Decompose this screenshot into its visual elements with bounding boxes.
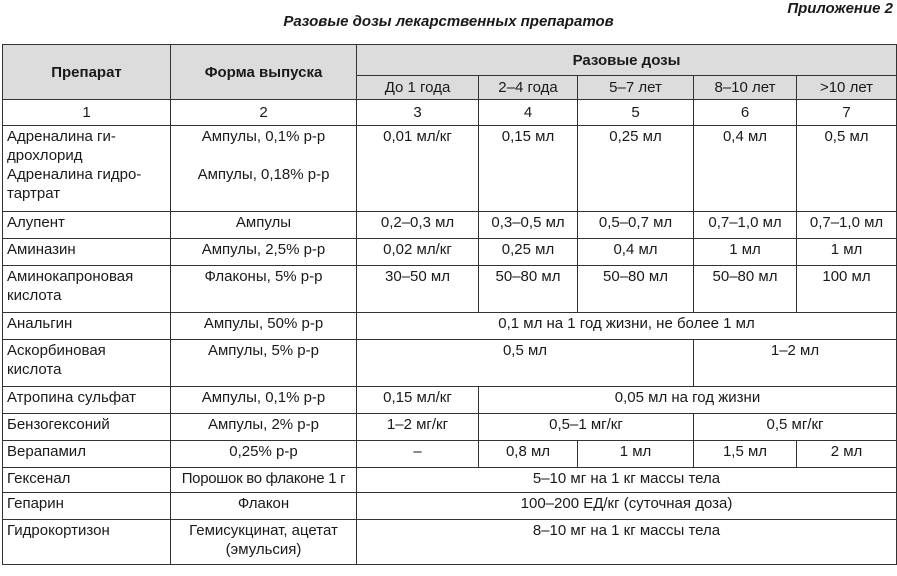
dose-cell: 0,5–1 мг/кг <box>479 414 694 441</box>
dose-cell: 50–80 мл <box>694 266 797 313</box>
table-row <box>3 126 897 212</box>
dose-cell: 1 мл <box>578 441 694 468</box>
dose-cell: 0,02 мл/кг <box>357 239 479 266</box>
drug-name-line: Аскорбиновая <box>7 342 106 359</box>
table-row <box>3 414 897 441</box>
table-row <box>3 212 897 239</box>
dose-cell: 0,05 мл на год жизни <box>479 387 897 414</box>
dose-cell: 0,15 мл <box>479 126 578 212</box>
drug-name-line: дрохлорид <box>7 147 83 164</box>
column-number: 5 <box>578 100 694 126</box>
drug-cell: Бензогексоний <box>3 414 171 441</box>
dose-cell: 0,8 мл <box>479 441 578 468</box>
form-cell: Ампулы, 2,5% р-р <box>171 239 357 266</box>
dose-cell: 1 мл <box>797 239 897 266</box>
table-row <box>3 266 897 313</box>
dose-cell: 50–80 мл <box>578 266 694 313</box>
header-age: >10 лет <box>797 76 897 100</box>
header-age: 5–7 лет <box>578 76 694 100</box>
table-row <box>3 239 897 266</box>
drug-cell: Аминазин <box>3 239 171 266</box>
dose-cell: 0,15 мл/кг <box>357 387 479 414</box>
header-age: 8–10 лет <box>694 76 797 100</box>
drug-cell <box>3 266 171 313</box>
table-row <box>3 313 897 340</box>
form-line: Гемисукцинат, ацетат <box>189 522 338 539</box>
drug-name-line: тартрат <box>7 185 61 202</box>
drug-name-line: Адреналина гидро- <box>7 166 142 183</box>
dose-cell: 0,1 мл на 1 год жизни, не более 1 мл <box>357 313 897 340</box>
form-cell: Флакон <box>171 493 357 520</box>
form-line: Ампулы, 0,18% р-р <box>197 166 330 183</box>
dose-cell: 30–50 мл <box>357 266 479 313</box>
dose-cell: 0,4 мл <box>578 239 694 266</box>
dose-cell: 5–10 мг на 1 кг массы тела <box>357 468 897 493</box>
dose-cell: 0,7–1,0 мл <box>694 212 797 239</box>
dose-cell: 0,01 мл/кг <box>357 126 479 212</box>
dose-cell: 50–80 мл <box>479 266 578 313</box>
dose-cell: 0,3–0,5 мл <box>479 212 578 239</box>
form-cell: Ампулы, 2% р-р <box>171 414 357 441</box>
form-line: Ампулы, 0,1% р-р <box>201 128 326 145</box>
dose-cell: 0,7–1,0 мл <box>797 212 897 239</box>
dose-cell: 2 мл <box>797 441 897 468</box>
drug-name-line: Адреналина ги- <box>7 128 116 145</box>
dose-cell: 0,25 мл <box>479 239 578 266</box>
dose-cell: 1–2 мл <box>694 340 897 387</box>
form-cell: Ампулы, 0,1% р-р <box>171 387 357 414</box>
table-row <box>3 520 897 565</box>
drug-cell: Гепарин <box>3 493 171 520</box>
dose-cell: 0,5 мл <box>357 340 694 387</box>
dose-cell: 100 мл <box>797 266 897 313</box>
column-number: 3 <box>357 100 479 126</box>
drug-cell <box>3 126 171 212</box>
dose-cell: 0,5 мг/кг <box>694 414 897 441</box>
page-title: Разовые дозы лекарственных препаратов <box>283 13 614 30</box>
form-cell: Ампулы <box>171 212 357 239</box>
drug-cell: Гексенал <box>3 468 171 493</box>
header-drug: Препарат <box>3 45 171 100</box>
header-doses: Разовые дозы <box>357 45 897 76</box>
dose-table <box>2 44 897 565</box>
form-cell: Флаконы, 5% р-р <box>171 266 357 313</box>
dose-cell: 0,4 мл <box>694 126 797 212</box>
dose-cell: 0,5 мл <box>797 126 897 212</box>
drug-cell: Атропина сульфат <box>3 387 171 414</box>
dose-cell: 100–200 ЕД/кг (суточная доза) <box>357 493 897 520</box>
column-number: 1 <box>3 100 171 126</box>
dose-cell: 0,2–0,3 мл <box>357 212 479 239</box>
drug-name-line: кислота <box>7 361 62 378</box>
dose-cell: 1 мл <box>694 239 797 266</box>
table-row <box>3 468 897 493</box>
drug-cell <box>3 340 171 387</box>
form-cell: Ампулы, 5% р-р <box>171 340 357 387</box>
column-number: 2 <box>171 100 357 126</box>
dose-cell: 1,5 мл <box>694 441 797 468</box>
form-cell: 0,25% р-р <box>171 441 357 468</box>
drug-name-line: кислота <box>7 287 62 304</box>
dose-cell: – <box>357 441 479 468</box>
form-line: (эмульсия) <box>225 541 302 558</box>
header-age: 2–4 года <box>479 76 578 100</box>
header-form: Форма выпуска <box>171 45 357 100</box>
drug-cell: Алупент <box>3 212 171 239</box>
table-row <box>3 340 897 387</box>
drug-cell: Верапамил <box>3 441 171 468</box>
table-row <box>3 441 897 468</box>
form-cell: Порошок во флаконе 1 г <box>171 468 357 493</box>
drug-cell: Гидрокортизон <box>3 520 171 565</box>
drug-cell: Анальгин <box>3 313 171 340</box>
dose-cell: 0,25 мл <box>578 126 694 212</box>
drug-name-line: Аминокапроновая <box>7 268 134 285</box>
column-number: 7 <box>797 100 897 126</box>
appendix-label: Приложение 2 <box>787 0 893 17</box>
column-number: 4 <box>479 100 578 126</box>
form-cell <box>171 520 357 565</box>
dose-cell: 1–2 мг/кг <box>357 414 479 441</box>
dose-cell: 8–10 мг на 1 кг массы тела <box>357 520 897 565</box>
form-cell: Ампулы, 50% р-р <box>171 313 357 340</box>
column-number: 6 <box>694 100 797 126</box>
dose-cell: 0,5–0,7 мл <box>578 212 694 239</box>
table-row <box>3 387 897 414</box>
header-age: До 1 года <box>357 76 479 100</box>
table-row <box>3 493 897 520</box>
form-cell <box>171 126 357 212</box>
